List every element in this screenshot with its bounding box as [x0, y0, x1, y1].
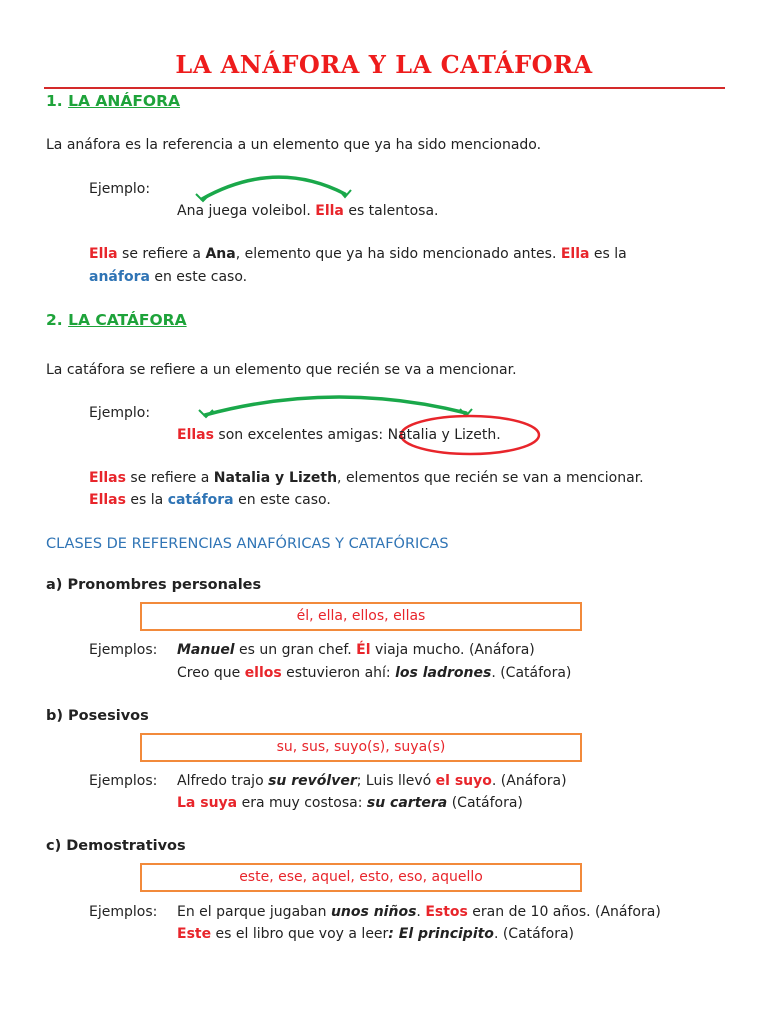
- catafora-example: Ellas son excelentes amigas: Natalia y Lizeth.: [177, 427, 501, 443]
- posesivos-example-1: Alfredo trajo su revólver; Luis llevó el suyo. (Anáfora): [177, 773, 567, 789]
- ejemplos-label: Ejemplos:: [89, 904, 158, 920]
- ejemplo-label: Ejemplo:: [89, 181, 151, 197]
- subheading-posesivos: b) Posesivos: [46, 708, 149, 724]
- posesivos-box: su, sus, suyo(s), suya(s): [140, 733, 582, 762]
- pronombres-box: él, ella, ellos, ellas: [140, 602, 582, 631]
- demostrativos-example-2: Este es el libro que voy a leer: El principito. (Catáfora): [177, 926, 575, 942]
- pronombres-example-2: Creo que ellos estuvieron ahí: los ladrones. (Catáfora): [177, 665, 572, 681]
- catafora-explanation-line2: Ellas es la catáfora en este caso.: [89, 492, 331, 508]
- ella-word: Ella: [315, 203, 344, 219]
- pronombres-example-1: Manuel es un gran chef. Él viaja mucho. (Anáfora): [177, 642, 535, 658]
- section-title: LA CATÁFORA: [68, 311, 187, 329]
- page-title: LA ANÁFORA Y LA CATÁFORA: [175, 50, 593, 79]
- catafora-explanation-line1: Ellas se refiere a Natalia y Lizeth, elementos que recién se van a mencionar.: [89, 470, 644, 486]
- anafora-definition: La anáfora es la referencia a un elemento que ya ha sido mencionado.: [46, 137, 542, 153]
- ejemplos-label: Ejemplos:: [89, 642, 158, 658]
- demostrativos-example-1: En el parque jugaban unos niños. Estos eran de 10 años. (Anáfora): [177, 904, 661, 920]
- subheading-demostrativos: c) Demostrativos: [46, 838, 186, 854]
- anafora-explanation-line2: anáfora en este caso.: [89, 269, 248, 285]
- section-title: LA ANÁFORA: [68, 92, 181, 110]
- anafora-explanation-line1: Ella se refiere a Ana, elemento que ya ha sido mencionado antes. Ella es la: [89, 246, 627, 262]
- anafora-example: Ana juega voleibol. Ella es talentosa.: [177, 203, 439, 219]
- posesivos-example-2: La suya era muy costosa: su cartera (Catáfora): [177, 795, 523, 811]
- subheading-pronombres: a) Pronombres personales: [46, 577, 262, 593]
- ejemplos-label: Ejemplos:: [89, 773, 158, 789]
- section-number: 2.: [46, 311, 63, 329]
- clases-heading: CLASES DE REFERENCIAS ANAFÓRICAS Y CATAFÓRICAS: [46, 536, 449, 552]
- ejemplo-label: Ejemplo:: [89, 405, 151, 421]
- demostrativos-box: este, ese, aquel, esto, eso, aquello: [140, 863, 582, 892]
- section-number: 1.: [46, 92, 63, 110]
- catafora-definition: La catáfora se refiere a un elemento que recién se va a mencionar.: [46, 362, 517, 378]
- circled-names: Natalia y Lizeth.: [387, 427, 501, 443]
